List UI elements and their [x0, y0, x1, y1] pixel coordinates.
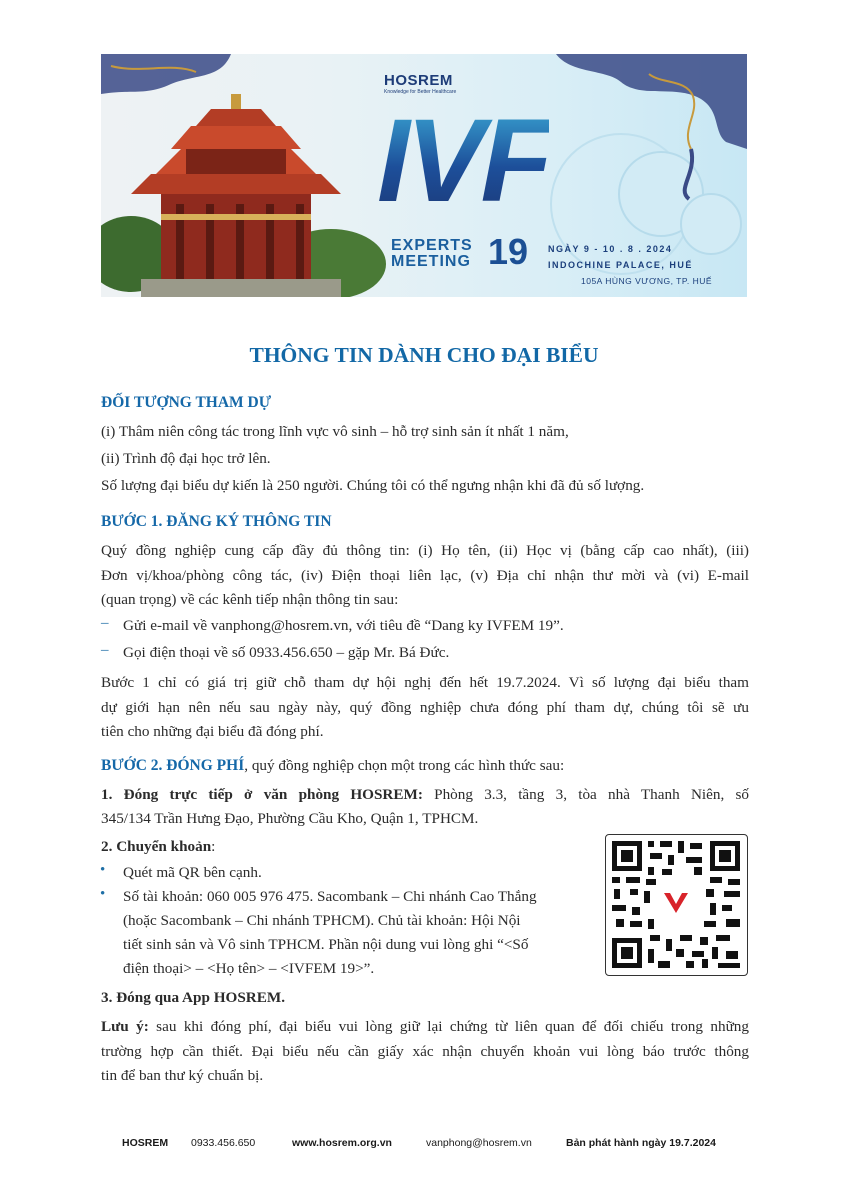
ivf-title: IVF [377, 95, 549, 227]
step1-intro-line3: (quan trọng) về các kênh tiếp nhận thông tin sau: [101, 591, 399, 608]
payment-option-3-label: 3. Đóng qua App HOSREM. [101, 989, 285, 1006]
event-banner [101, 54, 747, 297]
event-venue: INDOCHINE PALACE, HUẾ [548, 260, 693, 270]
footer-release-date: Bản phát hành ngày 19.7.2024 [566, 1137, 716, 1149]
qr-code-icon [606, 835, 746, 974]
payment-option-3 [101, 987, 749, 1009]
section-heading-step2: BƯỚC 2. ĐÓNG PHÍ [101, 757, 245, 774]
page-title: THÔNG TIN DÀNH CHO ĐẠI BIỂU [249, 343, 599, 367]
footer-email-link[interactable]: vanphong@hosrem.vn [426, 1137, 532, 1149]
step1-intro-line1: Quý đồng nghiệp cung cấp đầy đủ thông tin: (i) Họ tên, (ii) Học vị (bằng cấp cao nhất), (iii) [101, 542, 749, 559]
payment-option-1-label: 1. Đóng trực tiếp ở văn phòng HOSREM: [101, 786, 423, 803]
dash-marker: – [101, 615, 109, 631]
attendee-criterion-1: (i) Thâm niên công tác trong lĩnh vực vô sinh – hỗ trợ sinh sản ít nhất 1 năm, [101, 423, 569, 440]
payment-option-1-text: Phòng 3.3, tầng 3, tòa nhà Thanh Niên, số [422, 786, 749, 803]
step1-email-instruction: Gửi e-mail về vanphong@hosrem.vn, với tiêu đề “Dang ky IVFEM 19”. [123, 617, 564, 634]
payment-option-2-colon: : [211, 838, 216, 855]
payment-option-1 [101, 784, 749, 806]
hosrem-tagline: Knowledge for Better Healthcare [384, 89, 457, 95]
scan-qr-instruction: Quét mã QR bên cạnh. [123, 864, 262, 881]
event-address: 105A HÙNG VƯƠNG, TP. HUẾ [581, 276, 713, 286]
bullet-marker: • [100, 886, 106, 902]
payment-qr-code[interactable] [605, 834, 748, 976]
step2-heading-rest: , quý đồng nghiệp chọn một trong các hình thức sau: [244, 757, 565, 774]
payment-option-2-label: 2. Chuyển khoản [101, 838, 212, 855]
bank-account-line2: (hoặc Sacombank – Chi nhánh TPHCM). Chủ tài khoản: Hội Nội [123, 912, 521, 929]
attendee-criterion-2: (ii) Trình độ đại học trở lên. [101, 450, 271, 467]
bullet-marker: • [100, 862, 106, 878]
experts-text: EXPERTS [391, 237, 473, 254]
payment-note-line3: tin để ban thư ký chuẩn bị. [101, 1067, 264, 1084]
bank-account-line4: điện thoại> – <Họ tên> – <IVFEM 19>”. [123, 960, 375, 977]
payment-note-line2: trường hợp cần thiết. Đại biểu nếu cần giấy xác nhận chuyển khoản vui lòng báo trước thông [101, 1043, 749, 1060]
meeting-text: MEETING [391, 253, 471, 270]
section-heading-attendees: ĐỐI TƯỢNG THAM DỰ [101, 394, 272, 411]
step1-note-line1: Bước 1 chỉ có giá trị giữ chỗ tham dự hội nghị đến hết 19.7.2024. Vì số lượng đại biểu tham [101, 674, 749, 691]
payment-option-1-address: 345/134 Trần Hưng Đạo, Phường Cầu Kho, Quận 1, TPHCM. [101, 810, 479, 827]
step2-heading-line [101, 755, 749, 777]
payment-note-line1 [101, 1016, 749, 1038]
footer-org: HOSREM [122, 1137, 169, 1149]
footer-website-link[interactable]: www.hosrem.org.vn [292, 1137, 392, 1149]
step1-intro-line2: Đơn vị/khoa/phòng công tác, (iv) Điện thoại liên lạc, (v) Địa chỉ nhận thư mời và (vi) E-mail [101, 567, 749, 584]
step1-note-line2: dự giới hạn nên nếu sau ngày này, quý đồng nghiệp chưa đóng phí tham dự, chúng tôi sẽ ưu [101, 699, 749, 716]
edition-number: 19 [488, 231, 529, 272]
bank-account-line3: tiết sinh sản và Vô sinh TPHCM. Phần nội dung vui lòng ghi “<Số [123, 936, 529, 953]
payment-note-label: Lưu ý: [101, 1018, 149, 1035]
event-date: NGÀY 9 - 10 . 8 . 2024 [548, 244, 673, 254]
attendee-capacity: Số lượng đại biểu dự kiến là 250 người. Chúng tôi có thể ngưng nhận khi đã đủ số lượng. [101, 477, 645, 494]
footer-phone[interactable]: 0933.456.650 [191, 1137, 256, 1149]
section-heading-step1: BƯỚC 1. ĐĂNG KÝ THÔNG TIN [101, 513, 332, 530]
hosrem-logo: HOSREM [384, 72, 453, 89]
dash-marker: – [101, 642, 109, 658]
payment-note-text: sau khi đóng phí, đại biểu vui lòng giữ lại chứng từ liên quan để đối chiếu trong những [148, 1018, 749, 1035]
step1-phone-instruction: Gọi điện thoại về số 0933.456.650 – gặp Mr. Bá Đức. [123, 644, 450, 661]
bank-account-line1: Số tài khoản: 060 005 976 475. Sacombank – Chi nhánh Cao Thắng [123, 888, 537, 905]
experts-meeting-label [391, 238, 473, 270]
step1-note-line3: tiên cho những đại biểu đã đóng phí. [101, 723, 324, 740]
